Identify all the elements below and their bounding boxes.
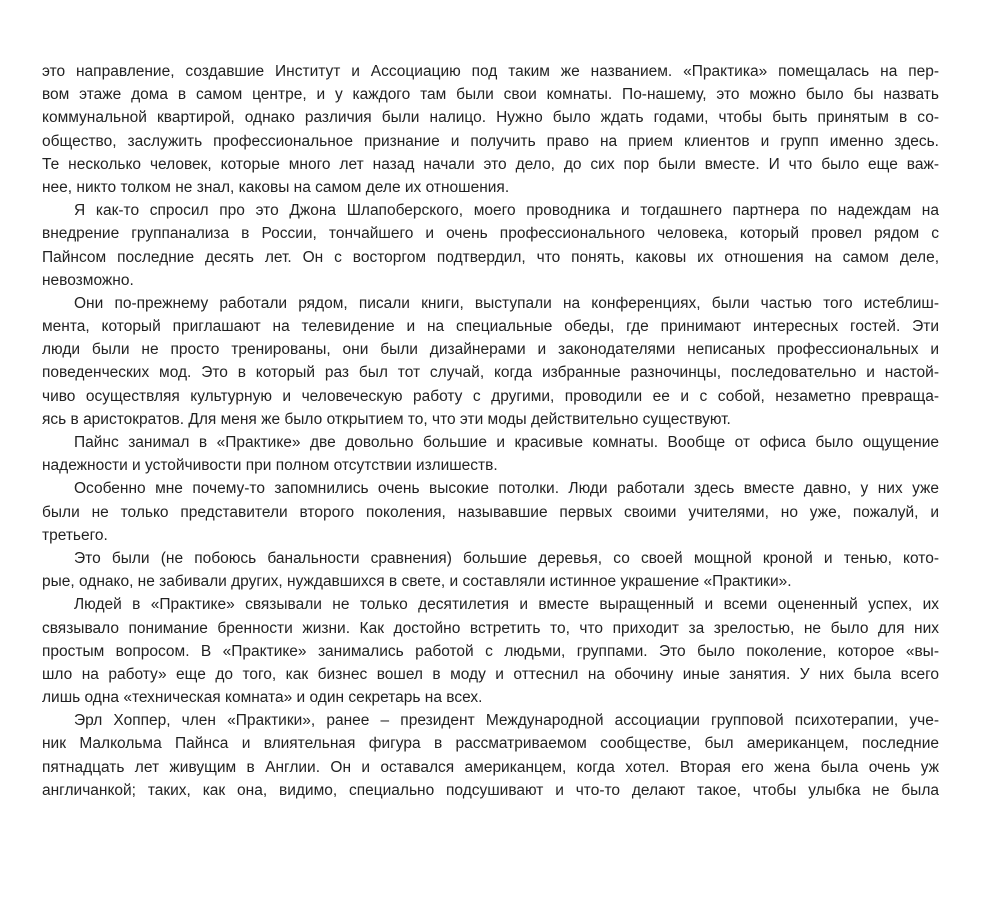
text-line: невозможно.	[42, 271, 134, 289]
text-line: вом этаже дома в самом центре, и у каждого там были свои комнаты. По-нашему, это можно было бы назвать	[42, 86, 939, 104]
paragraph	[42, 431, 939, 477]
document-page	[42, 60, 939, 802]
paragraph	[42, 477, 939, 547]
text-line: общество, заслужить профессиональное признание и получить право на прием клиентов и групп именно здесь.	[42, 132, 939, 150]
text-line: Это были (не побоюсь банальности сравнения) большие деревья, со своей мощной кроной и тенью, кото-	[74, 549, 939, 567]
text-line: мента, который приглашают на телевидение и на специальные обеды, где принимают интересных гостей. Эти	[42, 318, 939, 336]
paragraph	[42, 709, 939, 802]
text-line: Особенно мне почему-то запомнились очень высокие потолки. Люди работали здесь вместе давно, у них уже	[74, 480, 939, 498]
text-line: ник Малкольма Пайнса и влиятельная фигура в рассматриваемом сообществе, был американцем, последние	[42, 735, 939, 753]
text-line: Пайнс занимал в «Практике» две довольно большие и красивые комнаты. Вообще от офиса было ощущение	[74, 434, 939, 451]
text-line: рые, однако, не забивали других, нуждавшихся в свете, и составляли истинное украшение «Практики».	[42, 573, 792, 591]
text-line: Пайнсом последние десять лет. Он с восторгом подтвердил, что понять, каковы их отношения на самом деле,	[42, 248, 939, 266]
text-line: надежности и устойчивости при полном отсутствии излишеств.	[42, 457, 498, 475]
text-line: нее, никто толком не знал, каковы на самом деле их отношения.	[42, 178, 510, 196]
paragraph	[42, 547, 939, 593]
text-line: пятнадцать лет живущим в Англии. Он и оставался американцем, когда хотел. Вторая его жена была очень уж	[42, 758, 939, 776]
text-line: внедрение группанализа в России, тончайшего и очень профессионального человека, который провел рядом с	[42, 225, 939, 243]
text-line: связывало понимание бренности жизни. Как достойно встретить то, что приходит за зрелостью, не было для них	[42, 619, 939, 637]
text-line: люди были не просто тренированы, они были дизайнерами и законодателями неписаных профессиональных и	[42, 341, 939, 359]
text-line: Эрл Хоппер, член «Практики», ранее – президент Международной ассоциации групповой психотерапии, уче-	[74, 712, 939, 730]
text-line: простым вопросом. В «Практике» занимались работой с людьми, группами. Это было поколение, которое «вы-	[42, 642, 939, 660]
text-line: это направление, создавшие Институт и Ассоциацию под таким же названием. «Практика» помещалась на пер-	[42, 63, 939, 80]
text-line: поведенческих мод. Это в который раз был тот случай, когда избранные разночинцы, последовательно и настой-	[42, 364, 939, 382]
text-line: были не только представители второго поколения, называвшие первых своими учителями, но уже, пожалуй, и	[42, 503, 939, 521]
text-line: англичанкой; таких, как она, видимо, специально подсушивают и что-то делают такое, чтобы улыбка не была	[42, 781, 939, 799]
text-line: лишь одна «техническая комната» и один секретарь на всех.	[42, 689, 483, 707]
text-line: Они по-прежнему работали рядом, писали книги, выступали на конференциях, были частью того истеблиш-	[74, 294, 939, 312]
text-line: коммунальной квартирой, однако различия были налицо. Нужно было ждать годами, чтобы быть принятым в со-	[42, 109, 939, 127]
text-line: чиво осуществляя культурную и человеческую работу с другими, проводили ее и с собой, незаметно превраща-	[42, 387, 939, 405]
paragraph	[42, 60, 939, 199]
text-line: ясь в аристократов. Для меня же было открытием то, что эти моды действительно существуют.	[42, 410, 731, 428]
text-line: третьего.	[42, 526, 108, 544]
paragraph	[42, 199, 939, 292]
paragraph	[42, 593, 939, 709]
text-line: шло на работу» еще до того, как бизнес вошел в моду и оттеснил на обочину иные занятия. У них была всего	[42, 665, 939, 683]
text-line: Я как-то спросил про это Джона Шлапоберского, моего проводника и тогдашнего партнера по надеждам на	[74, 202, 939, 220]
paragraph	[42, 292, 939, 431]
text-line: Людей в «Практике» связывали не только десятилетия и вместе выращенный и всеми оцененный успех, их	[74, 596, 939, 614]
text-line: Те несколько человек, которые много лет назад начали это дело, до сих пор были вместе. И что было еще важ-	[42, 155, 939, 173]
